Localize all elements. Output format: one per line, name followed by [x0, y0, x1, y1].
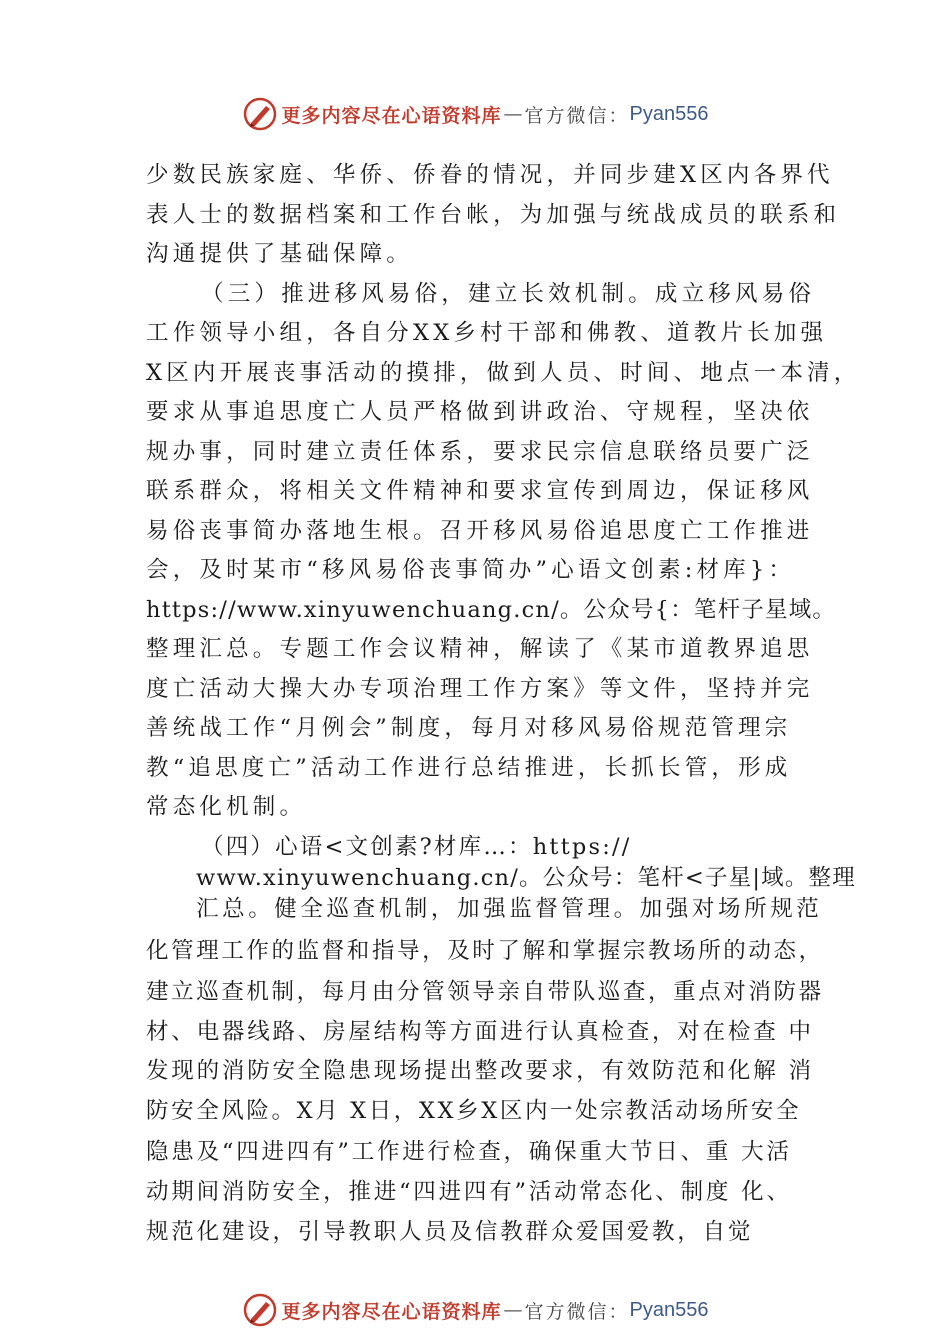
text-line: 少数民族家庭、华侨、侨眷的情况，并同步建X区内各界代	[146, 162, 834, 188]
banner-official-label: 官方微信：	[524, 104, 630, 127]
text-line: www.xinyuwenchuang.cn/。公众号：笔杆<子星|域。整理	[196, 865, 856, 891]
text-line: 化管理工作的监督和指导，及时了解和掌握宗教场所的动态，	[146, 938, 824, 964]
text-line: 建立巡查机制，每月由分管领导亲自带队巡查，重点对消防器	[146, 979, 824, 1005]
banner-wechat-id: Pyan556	[629, 1298, 709, 1321]
text-line: 常态化机制。	[146, 794, 307, 820]
text-line: （四）心语<文创素?材库…：https://	[201, 834, 632, 860]
text-line: 材、电器线路、房屋结构等方面进行认真检查，对在检查 中	[146, 1019, 814, 1045]
text-line: 沟通提供了基础保障。	[146, 241, 414, 267]
banner-separator: —	[503, 1299, 523, 1321]
text-line: 教“追思度亡”活动工作进行总结推进，长抓长管，形成	[146, 755, 792, 781]
banner-separator: —	[503, 103, 523, 125]
text-line: 易俗丧事简办落地生根。召开移风易俗追思度亡工作推进	[146, 518, 814, 544]
text-line: 隐患及“四进四有”工作进行检查，确保重大节日、重 大活	[146, 1139, 792, 1165]
banner-official-label: 官方微信：	[524, 1300, 630, 1323]
text-line: 汇总。健全巡查机制，加强监督管理。加强对场所规范	[196, 896, 823, 922]
pen-logo-icon	[242, 1292, 278, 1328]
footer-banner	[0, 1290, 950, 1330]
banner-wechat-id: Pyan556	[629, 102, 709, 125]
text-line: 整理汇总。专题工作会议精神，解读了《某市道教界追思	[146, 636, 814, 662]
text-line: https://www.xinyuwenchuang.cn/。公众号{：笔杆子星域。	[146, 597, 837, 623]
text-line: 发现的消防安全隐患现场提出整改要求，有效防范和化解 消	[146, 1058, 814, 1084]
banner-title: 更多内容尽在心语资料库	[281, 1300, 502, 1323]
text-line: X区内开展丧事活动的摸排，做到人员、时间、地点一本清，	[146, 360, 861, 386]
text-line: 会，及时某市“移风易俗丧事简办”心语文创素:材库}：	[146, 557, 796, 583]
text-line: 动期间消防安全，推进“四进四有”活动常态化、制度 化、	[146, 1179, 792, 1205]
header-banner	[0, 94, 950, 134]
text-line: 工作领导小组，各自分XX乡村干部和佛教、道教片长加强	[146, 320, 828, 346]
text-line: 规办事，同时建立责任体系，要求民宗信息联络员要广泛	[146, 439, 814, 465]
text-line: 规范化建设，引导教职人员及信教群众爱国爱教，自觉	[146, 1219, 754, 1245]
text-line: 表人士的数据档案和工作台帐，为加强与统战成员的联系和	[146, 202, 841, 228]
text-line: 防安全风险。X月 X日，XX乡X区内一处宗教活动场所安全	[146, 1098, 802, 1124]
pen-logo-icon	[242, 96, 278, 132]
banner-title: 更多内容尽在心语资料库	[281, 104, 502, 127]
text-line: 联系群众，将相关文件精神和要求宣传到周边，保证移风	[146, 478, 814, 504]
text-line: （三）推进移风易俗，建立长效机制。成立移风易俗	[201, 281, 816, 307]
text-line: 要求从事追思度亡人员严格做到讲政治、守规程，坚决依	[146, 399, 814, 425]
text-line: 善统战工作“月例会”制度，每月对移风易俗规范管理宗	[146, 715, 792, 741]
text-line: 度亡活动大操大办专项治理工作方案》等文件，坚持并完	[146, 676, 814, 702]
